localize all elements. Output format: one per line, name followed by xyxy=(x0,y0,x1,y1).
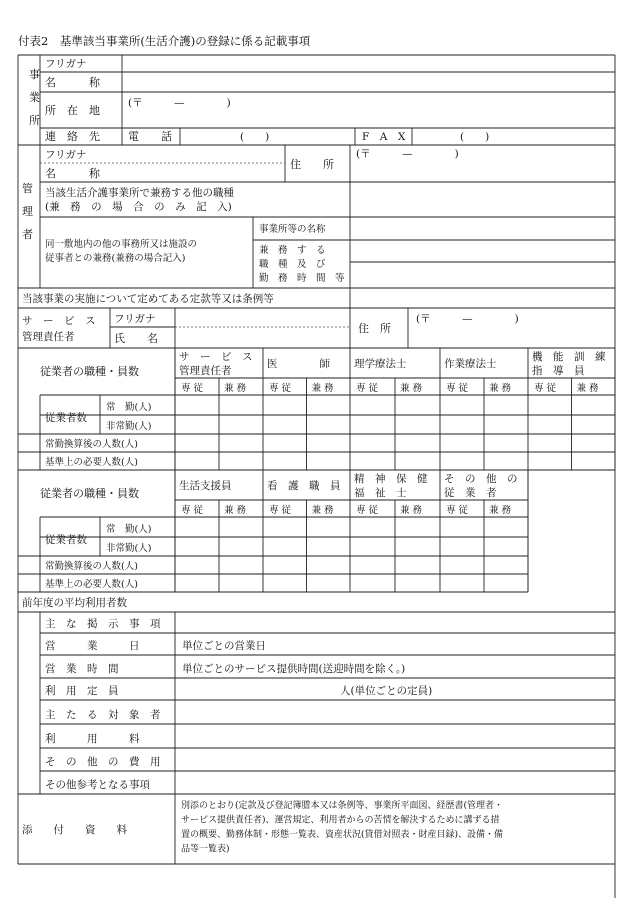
staff-table-1-parttime-col: 兼 務 xyxy=(224,383,247,394)
facility-fax-label: F A X xyxy=(362,131,406,143)
manager-other-duty-label: 同一敷地内の他の事務所又は施設の xyxy=(45,239,198,250)
service-manager-address-label: 住 所 xyxy=(358,322,391,335)
facility-postal-code: (〒 — ) xyxy=(128,97,231,109)
staff-table-2-parttime-col: 兼 務 xyxy=(489,505,512,516)
staff-table-1-staff-count-label: 従業者数 xyxy=(45,412,87,424)
staff-table-1-parttime-col: 兼 務 xyxy=(489,383,512,394)
attachments-line: 品等一覧表) xyxy=(181,844,230,855)
staff-table-1-fulltime-col: 専 従 xyxy=(356,383,379,394)
manager-label-char: 理 xyxy=(22,205,33,218)
item-label: 主 た る 対 象 者 xyxy=(45,709,161,721)
attachments-label: 添 付 資 料 xyxy=(22,824,127,836)
manager-duty-label: 職 種 及 び xyxy=(259,259,326,270)
item-label: 利 用 料 xyxy=(45,733,140,745)
staff-table-2-fte-label: 常勤換算後の人数(人) xyxy=(45,561,138,572)
item-value: 単位ごとのサービス提供時間(送迎時間を除く。) xyxy=(182,663,406,675)
staff-table-1-fulltime-label: 常 勤(人) xyxy=(106,402,152,413)
manager-office-name-label: 事業所等の名称 xyxy=(259,224,326,235)
staff-table-2-header: 従業者の職種・員数 xyxy=(40,487,139,500)
staff-table-2-staff-count-label: 従業者数 xyxy=(45,534,87,546)
staff-table-1-required-label: 基準上の必要人数(人) xyxy=(45,457,138,468)
staff-table-1-parttime-label: 非常勤(人) xyxy=(106,421,152,432)
manager-furigana-label: フリガナ xyxy=(45,149,87,161)
staff-table-1-job-title: 指 導 員 xyxy=(532,365,585,377)
attachments-line: 置の概要、勤務体制・形態一覧表、資産状況(貸借対照表・財産目録)、設備・備 xyxy=(181,830,504,840)
service-manager-label: 管理責任者 xyxy=(22,331,75,343)
facility-fax-paren: ( ) xyxy=(460,131,490,143)
staff-table-1-parttime-col: 兼 務 xyxy=(400,383,423,394)
staff-table-2-fulltime-col: 専 従 xyxy=(356,505,379,516)
manager-address-label: 住 所 xyxy=(290,158,334,171)
staff-table-2-job-title: 精 神 保 健 xyxy=(354,473,428,485)
facility-contact-label: 連 絡 先 xyxy=(45,130,100,143)
staff-table-2-job-title: 生活支援員 xyxy=(179,480,232,492)
form-title: 付表2 基準該当事業所(生活介護)の登録に係る記載事項 xyxy=(18,34,311,48)
item-value: 人(単位ごとの定員) xyxy=(340,685,433,697)
staff-table-2-job-title: 看 護 職 員 xyxy=(267,480,341,492)
staff-table-2-fulltime-col: 専 従 xyxy=(269,505,292,516)
staff-table-1-job-title: 管理責任者 xyxy=(179,365,232,377)
facility-furigana-label: フリガナ xyxy=(45,58,87,70)
staff-table-1-job-title: 作業療法士 xyxy=(444,358,497,370)
facility-label-char: 所 xyxy=(29,114,40,127)
facility-address-label: 所 在 地 xyxy=(45,104,100,117)
staff-table-1-fulltime-col: 専 従 xyxy=(534,383,557,394)
staff-table-2-parttime-label: 非常勤(人) xyxy=(106,543,152,554)
staff-table-1-job-title: 機 能 訓 練 xyxy=(532,351,606,363)
staff-table-2-fulltime-col: 専 従 xyxy=(181,505,204,516)
facility-name-label: 名 称 xyxy=(45,76,100,89)
manager-label-char: 管 xyxy=(22,182,33,195)
facility-phone-label: 電 話 xyxy=(128,130,172,143)
manager-label-char: 者 xyxy=(22,228,33,241)
service-manager-label: サ ー ビ ス xyxy=(22,315,96,327)
attachments-line: 別添のとおり(定款及び登記簿謄本又は条例等、事業所平面図、経歴書(管理者・ xyxy=(181,801,504,811)
staff-table-1-fulltime-col: 専 従 xyxy=(269,383,292,394)
manager-concurrent-label: 当該生活介護事業所で兼務する他の職種 xyxy=(45,187,234,199)
staff-table-1-job-title: サ ー ビ ス xyxy=(179,351,253,363)
rules-label: 当該事業の実施について定めてある定款等又は条例等 xyxy=(22,293,274,305)
manager-concurrent-note: (兼 務 の 場 合 の み 記 入) xyxy=(45,201,232,213)
item-label: そ の 他 の 費 用 xyxy=(45,756,161,768)
staff-table-1-header: 従業者の職種・員数 xyxy=(40,365,139,378)
staff-table-2-job-title: 福 祉 士 xyxy=(354,487,407,499)
staff-table-1-parttime-col: 兼 務 xyxy=(311,383,334,394)
staff-table-1-fulltime-col: 専 従 xyxy=(446,383,469,394)
item-value: 単位ごとの営業日 xyxy=(182,640,266,652)
staff-table-1-parttime-col: 兼 務 xyxy=(576,383,599,394)
manager-other-duty-note: 従事者との兼務(兼務の場合記入) xyxy=(45,253,186,264)
staff-table-1-job-title: 医 師 xyxy=(267,358,330,370)
manager-duty-label: 勤 務 時 間 等 xyxy=(259,273,345,284)
facility-label-char: 業 xyxy=(29,91,40,104)
item-label: 営 業 日 xyxy=(45,640,140,652)
facility-label-char: 事 xyxy=(29,68,40,81)
service-manager-name-label: 氏 名 xyxy=(114,332,158,345)
staff-table-2-job-title: そ の 他 の xyxy=(444,473,518,485)
staff-table-2-job-title: 従 業 者 xyxy=(444,487,497,499)
attachments-line: サービス提供責任者)、運営規定、利用者からの苦情を解決するために講ずる措 xyxy=(181,815,500,826)
staff-table-1-fte-label: 常勤換算後の人数(人) xyxy=(45,439,138,450)
item-label: 営 業 時 間 xyxy=(45,663,119,675)
service-manager-furigana-label: フリガナ xyxy=(114,313,156,325)
service-manager-postal-code: (〒 — ) xyxy=(416,313,519,325)
staff-table-1-job-title: 理学療法士 xyxy=(354,358,407,370)
staff-table-2-required-label: 基準上の必要人数(人) xyxy=(45,579,138,590)
staff-table-2-parttime-col: 兼 務 xyxy=(400,505,423,516)
staff-table-1-fulltime-col: 専 従 xyxy=(181,383,204,394)
item-label: 主 な 掲 示 事 項 xyxy=(45,618,161,630)
staff-table-2-fulltime-label: 常 勤(人) xyxy=(106,524,152,535)
staff-table-2-fulltime-col: 専 従 xyxy=(446,505,469,516)
item-label: 利 用 定 員 xyxy=(45,685,119,697)
manager-postal-code: (〒 — ) xyxy=(356,148,459,160)
manager-name-label: 名 称 xyxy=(45,167,100,180)
item-label: その他参考となる事項 xyxy=(45,779,150,791)
staff-table-2-parttime-col: 兼 務 xyxy=(311,505,334,516)
manager-duty-label: 兼 務 す る xyxy=(259,245,326,256)
staff-table-2-parttime-col: 兼 務 xyxy=(224,505,247,516)
avg-users-label: 前年度の平均利用者数 xyxy=(22,597,127,609)
facility-phone-paren: ( ) xyxy=(240,131,270,143)
